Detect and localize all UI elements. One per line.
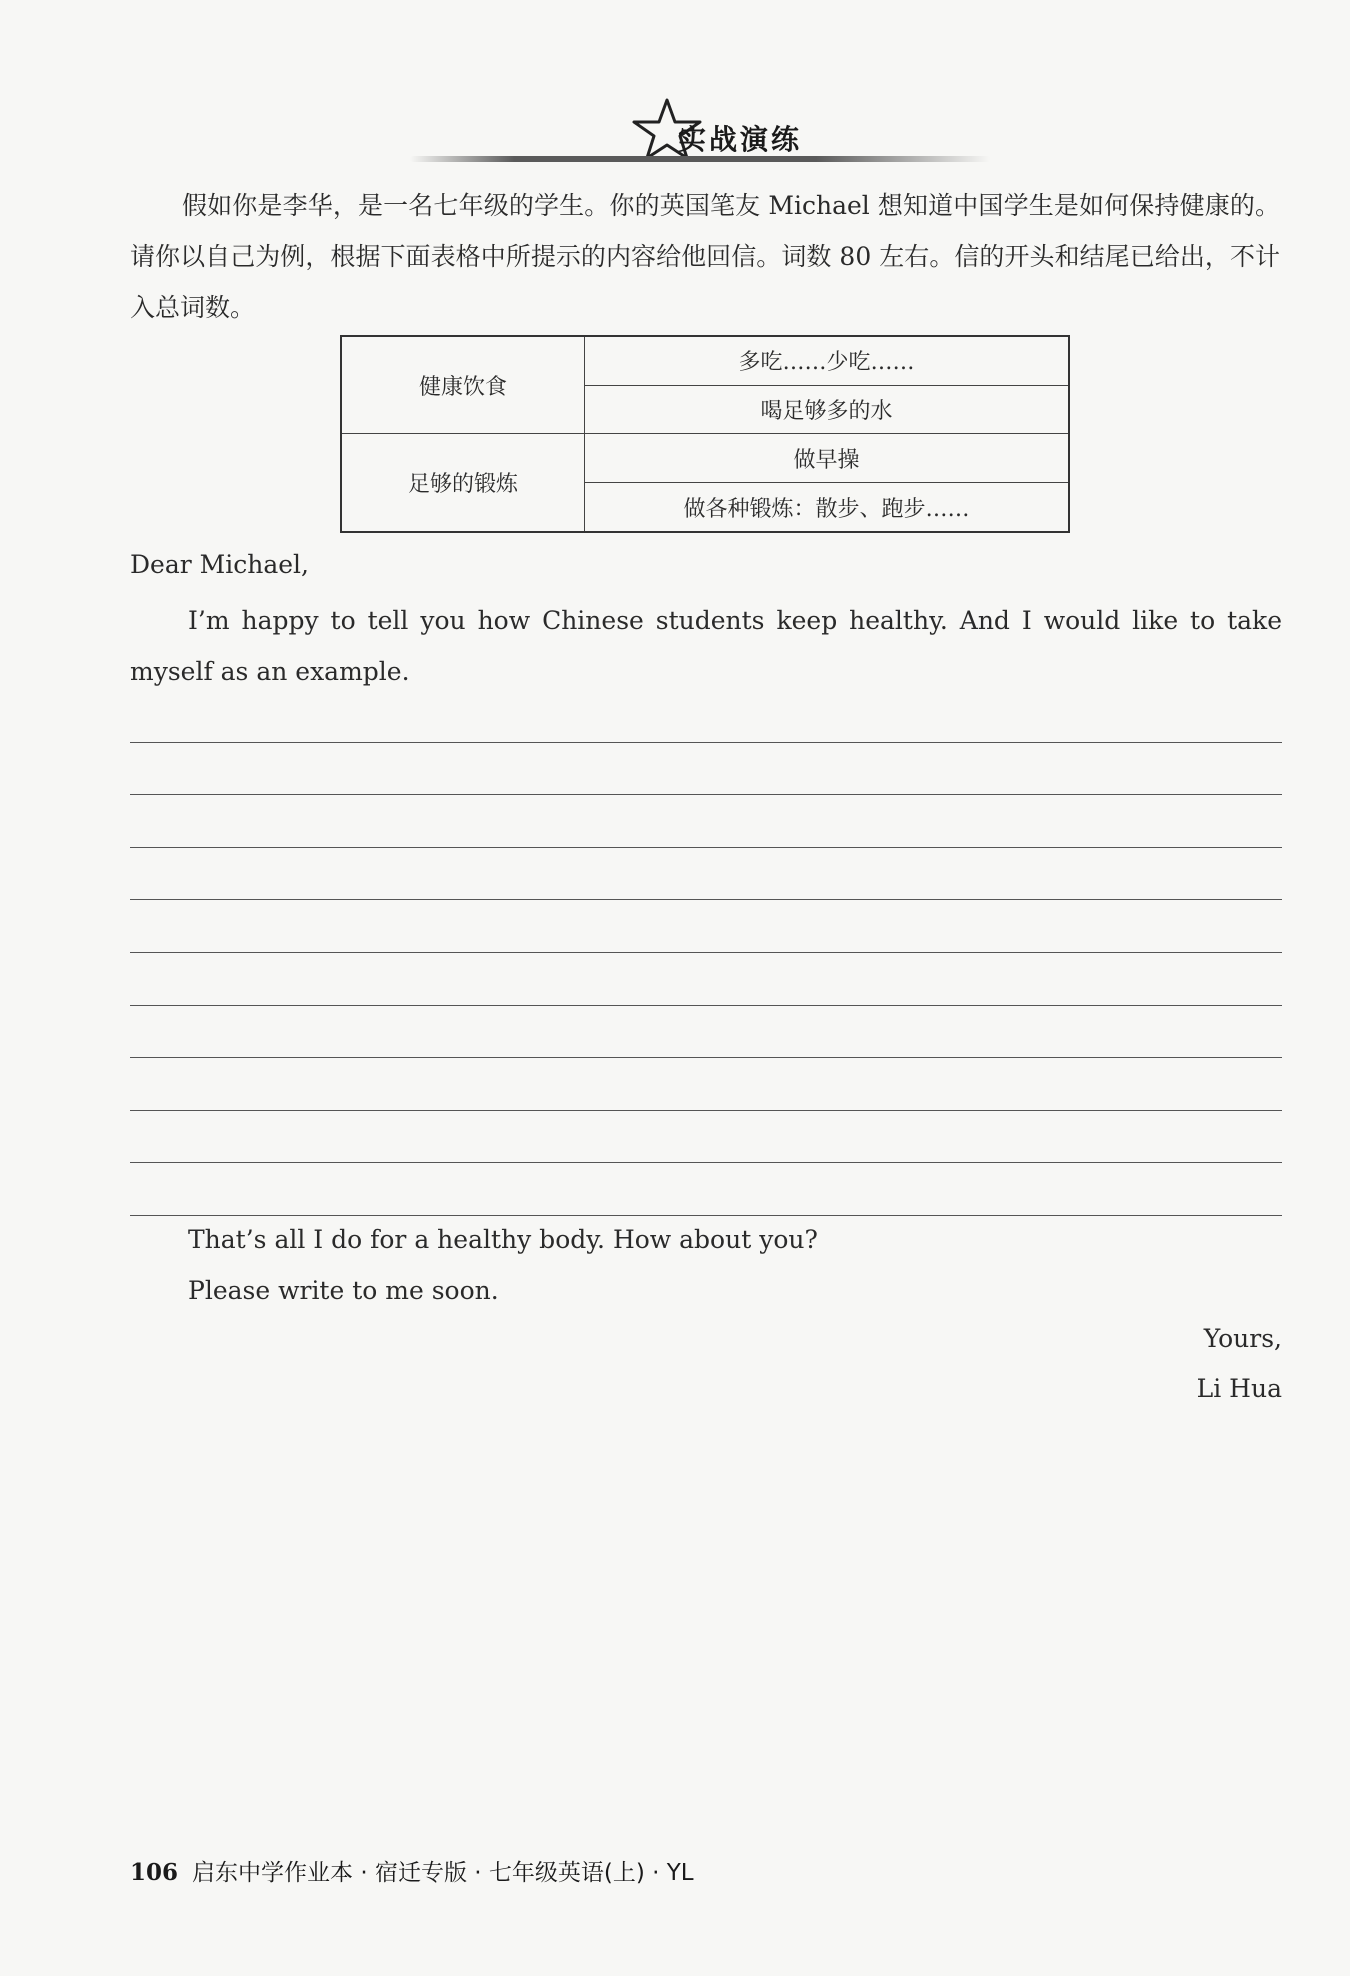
- section-header: [410, 96, 990, 168]
- table-row: [341, 434, 1069, 483]
- writing-line[interactable]: [130, 1111, 1282, 1164]
- writing-area[interactable]: [130, 690, 1282, 1216]
- writing-line[interactable]: [130, 900, 1282, 953]
- writing-line[interactable]: [130, 743, 1282, 796]
- writing-line[interactable]: [130, 1163, 1282, 1216]
- table-item-cell: 做各种锻炼：散步、跑步……: [585, 483, 1070, 532]
- writing-line[interactable]: [130, 848, 1282, 901]
- writing-prompt: 假如你是李华，是一名七年级的学生。你的英国笔友 Michael 想知道中国学生是如何保持健康的。请你以自己为例，根据下面表格中所提示的内容给他回信。词数 80 左右。信的开头和结尾已给出，不计入总词数。: [130, 191, 1280, 322]
- hints-table: [340, 335, 1070, 533]
- book-title: 启东中学作业本 · 宿迁专版 · 七年级英语(上) · YL: [192, 1860, 694, 1886]
- table-category-cell: 足够的锻炼: [341, 434, 585, 532]
- section-title: 实战演练: [678, 123, 803, 156]
- writing-line[interactable]: [130, 1058, 1282, 1111]
- writing-line[interactable]: [130, 690, 1282, 743]
- writing-line[interactable]: [130, 953, 1282, 1006]
- table-item-cell: 喝足够多的水: [585, 385, 1070, 434]
- table-item-cell: 多吃……少吃……: [585, 336, 1070, 385]
- table-item-cell: 做早操: [585, 434, 1070, 483]
- page-footer: [130, 1854, 694, 1887]
- header-rule: [410, 156, 990, 162]
- letter-signature: Li Hua: [1196, 1374, 1282, 1403]
- writing-line[interactable]: [130, 795, 1282, 848]
- letter-greeting: Dear Michael,: [130, 550, 309, 579]
- page-number: 106: [130, 1859, 179, 1886]
- table-category-cell: 健康饮食: [341, 336, 585, 434]
- letter-closing-line: Please write to me soon.: [188, 1276, 499, 1305]
- table-row: [341, 336, 1069, 385]
- letter-closing-line: That’s all I do for a healthy body. How about you?: [188, 1225, 818, 1254]
- letter-sign-off: Yours,: [1203, 1324, 1282, 1353]
- writing-line[interactable]: [130, 1006, 1282, 1059]
- letter-opening: I’m happy to tell you how Chinese students keep healthy. And I would like to take myself as an example.: [130, 606, 1282, 686]
